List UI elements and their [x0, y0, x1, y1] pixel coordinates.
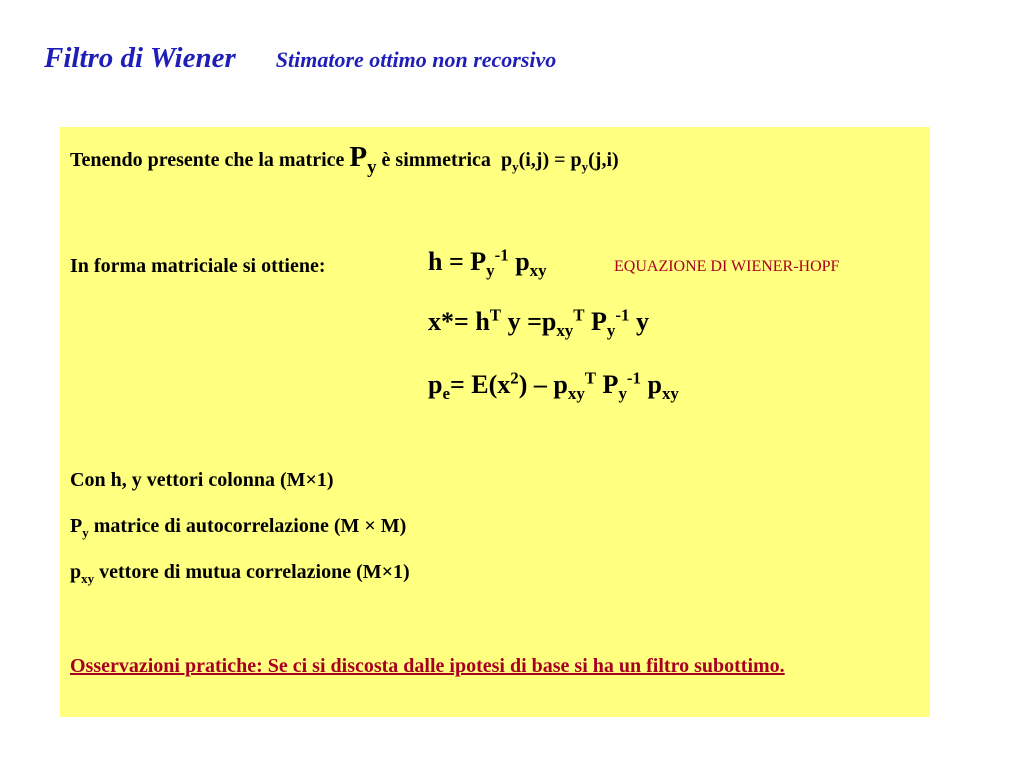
intro-prefix: Tenendo presente che la matrice	[70, 149, 345, 171]
symmetry-p2-sub: y	[581, 159, 589, 174]
eq3-sup2: T	[584, 368, 597, 388]
definition-cross-correlation	[70, 561, 410, 584]
matrix-letter: P	[349, 141, 368, 173]
symmetry-p2-args: (j,i)	[588, 149, 619, 171]
eq1-lhs: h = P	[428, 247, 487, 276]
eq2-sup2: T	[573, 305, 585, 325]
eq2-sub2: y	[606, 321, 616, 341]
eq3-sub3: y	[618, 384, 627, 404]
eq3-sup3: -1	[626, 368, 641, 388]
eq3-d: P	[596, 370, 619, 399]
eq2-sup3: -1	[615, 305, 630, 325]
eq3-c: ) – p	[518, 370, 568, 399]
wiener-hopf-equation	[428, 245, 547, 281]
def2-text: matrice di autocorrelazione (M × M)	[88, 515, 407, 537]
def2-subscript: y	[82, 525, 89, 540]
title-subtitle: Stimatore ottimo non recorsivo	[275, 47, 557, 72]
eq2-a: x*= h	[428, 307, 490, 336]
eq2-sup1: T	[489, 305, 502, 325]
matrix-symbol	[349, 141, 377, 178]
matricial-label: In forma matriciale si ottiene:	[70, 255, 326, 277]
intro-middle: è simmetrica	[381, 149, 491, 171]
eq2-sub1: xy	[556, 321, 574, 341]
content-box	[60, 127, 930, 717]
eq1-sub2: xy	[529, 261, 547, 281]
practical-observation: Osservazioni pratiche: Se ci si discosta dalle ipotesi di base si ha un filtro subottimo.	[70, 655, 785, 677]
title-main: Filtro di Wiener	[44, 42, 236, 74]
matrix-subscript: y	[367, 156, 377, 178]
eq3-e: p	[640, 370, 662, 399]
symmetry-p1-sub: y	[512, 159, 519, 174]
def3-text: vettore di mutua correlazione (M×1)	[94, 561, 410, 583]
symmetry-p1-args: (i,j) = p	[518, 149, 582, 171]
symmetry-relation	[496, 149, 619, 174]
symmetry-p1: p	[500, 149, 513, 171]
slide-title	[44, 42, 556, 75]
def3-symbol: p	[70, 561, 82, 583]
definition-autocorrelation	[70, 515, 406, 538]
eq3-b: = E(x	[449, 370, 511, 399]
eq3-sub4: xy	[661, 384, 679, 404]
error-power-equation	[428, 368, 679, 404]
eq1-p: p	[508, 247, 530, 276]
eq3-sub1: e	[442, 384, 450, 404]
estimate-equation	[428, 305, 649, 341]
definition-vectors: Con h, y vettori colonna (M×1)	[70, 469, 334, 491]
eq3-sup1: 2	[510, 368, 519, 388]
eq2-d: y	[629, 307, 649, 336]
wiener-hopf-label: EQUAZIONE DI WIENER-HOPF	[614, 258, 840, 275]
def2-symbol: P	[70, 515, 83, 537]
eq1-sup1: -1	[494, 245, 509, 265]
eq3-a: p	[428, 370, 443, 399]
intro-line	[70, 141, 619, 178]
eq3-sub2: xy	[567, 384, 585, 404]
eq1-sub1: y	[486, 261, 495, 281]
eq2-c: P	[584, 307, 607, 336]
eq2-b: y =p	[501, 307, 557, 336]
def3-subscript: xy	[81, 571, 95, 586]
